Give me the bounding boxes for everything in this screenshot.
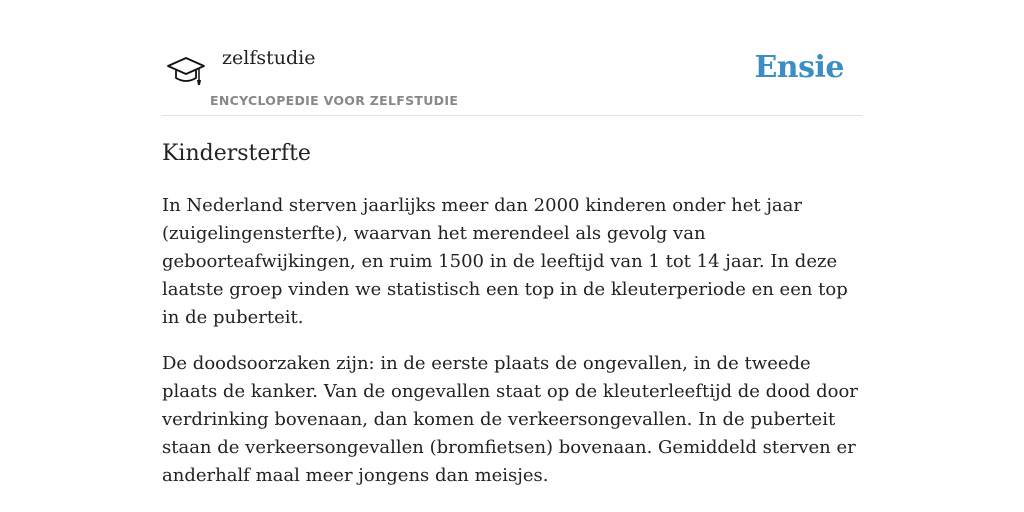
article-paragraph: In Nederland sterven jaarlijks meer dan 2000 kinderen onder het jaar (zuigelingensterfte), waarvan het merendeel als gevolg van geboorteafwijkingen, en ruim 1500 in de leeftijd van 1 tot 14 jaar. In deze laatste groep vinden we statistisch een top in de kleuterperiode en een top in de puberteit. — [162, 195, 848, 328]
site-tagline: ENCYCLOPEDIE VOOR ZELFSTUDIE — [210, 93, 459, 108]
page — [162, 0, 862, 512]
graduation-cap-icon[interactable] — [166, 54, 206, 90]
ensie-logo-link[interactable]: Ensie — [754, 50, 844, 85]
site-header — [162, 0, 862, 116]
article-paragraph: De doodsoorzaken zijn: in de eerste plaats de ongevallen, in de tweede plaats de kanker. Van de ongevallen staat op de kleuterleeftijd de dood door verdrinking bovenaan, dan komen de verkeersongevallen. In de puberteit staan de verkeersongevallen (bromfietsen) bovenaan. Gemiddeld sterven er anderhalf maal meer jongens dan meisjes. — [162, 353, 858, 486]
article-content — [162, 192, 862, 508]
article-title: Kindersterfte — [162, 141, 311, 166]
site-name[interactable]: zelfstudie — [222, 47, 316, 69]
